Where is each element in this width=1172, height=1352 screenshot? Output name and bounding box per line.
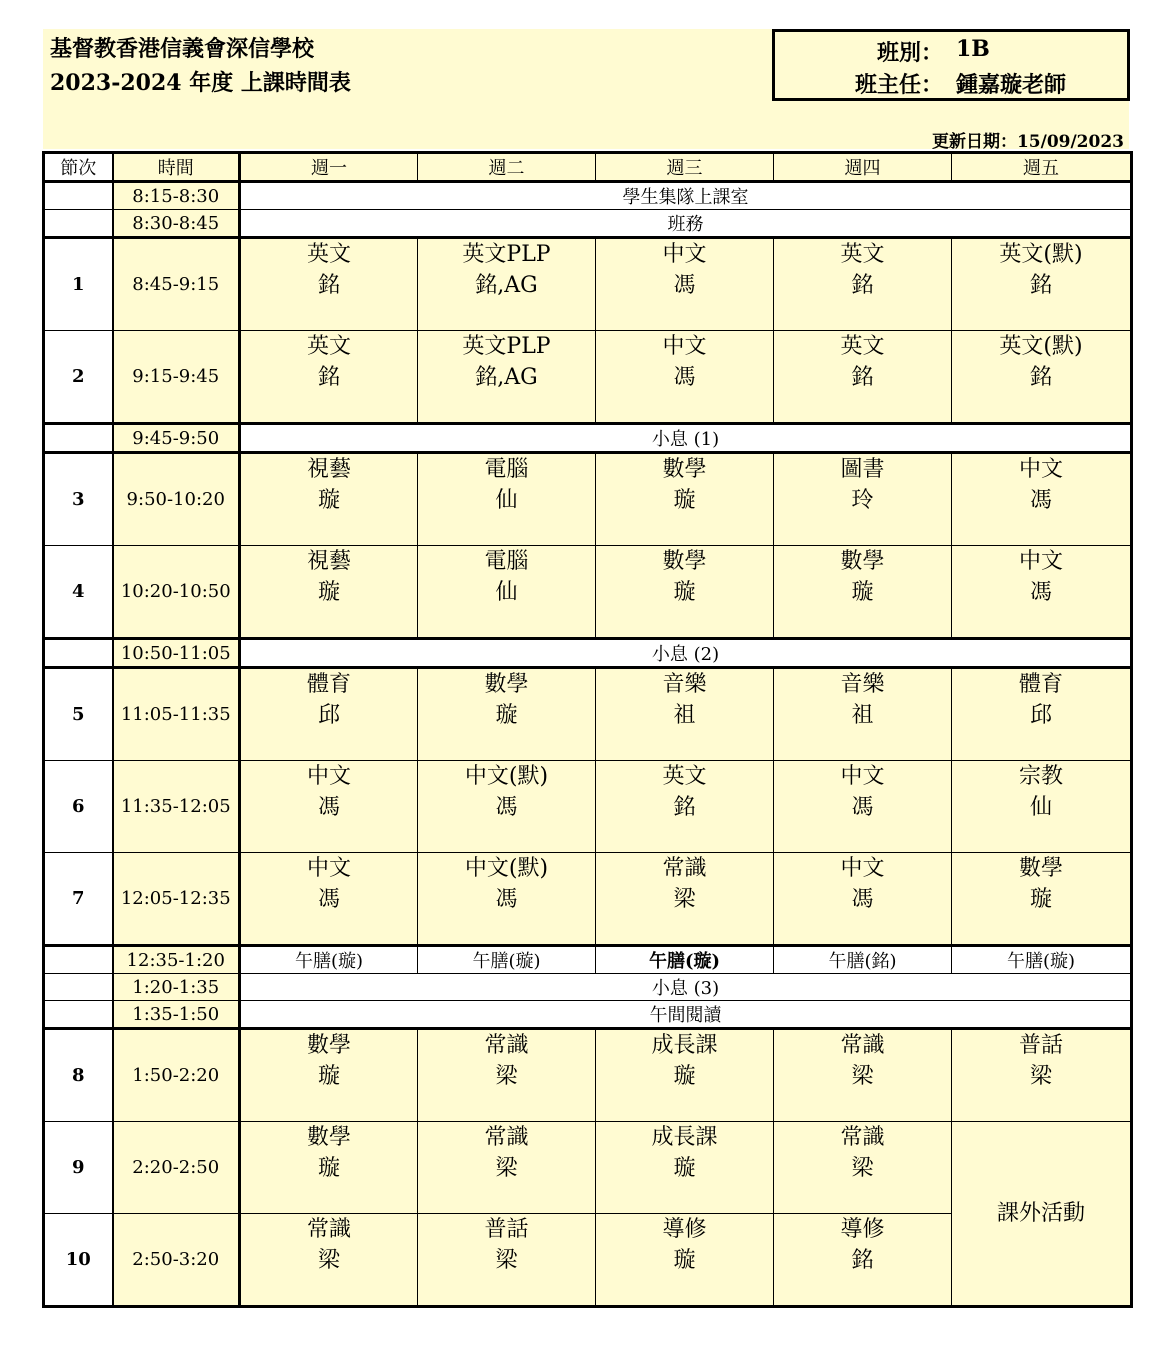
period-number: 10: [44, 1214, 113, 1307]
lesson-cell: 視藝 璇: [240, 453, 418, 546]
period-row: [44, 238, 1132, 331]
lesson-cell: 成長課 璇: [596, 1029, 774, 1122]
class-label: 班別：: [876, 40, 943, 66]
lunch-cell: 午膳(璇): [418, 946, 596, 974]
period-number: 3: [44, 453, 113, 546]
homeroom-row: [44, 210, 1132, 238]
lesson-cell: 中文 馮: [774, 853, 952, 946]
header-mon: 週一: [240, 153, 418, 182]
lesson-cell: 常識 梁: [596, 853, 774, 946]
lesson-cell: 中文 馮: [596, 238, 774, 331]
period-row: [44, 331, 1132, 424]
lesson-cell: 普話 梁: [418, 1214, 596, 1307]
reading-row: [44, 1001, 1132, 1029]
period-number: 4: [44, 546, 113, 639]
lesson-cell: 中文(默) 馮: [418, 853, 596, 946]
period-row: [44, 853, 1132, 946]
lesson-cell: 成長課 璇: [596, 1122, 774, 1214]
lesson-cell: 導修 璇: [596, 1214, 774, 1307]
lesson-cell: 視藝 璇: [240, 546, 418, 639]
lesson-cell: 常識 梁: [418, 1122, 596, 1214]
period-number: 6: [44, 761, 113, 853]
period-row: [44, 1029, 1132, 1122]
school-name: 基督教香港信義會深信學校: [50, 36, 315, 62]
lesson-cell: 英文 銘: [240, 238, 418, 331]
lunch-cell: 午膳(璇): [952, 946, 1132, 974]
lesson-cell: 導修 銘: [774, 1214, 952, 1307]
period-number: 2: [44, 331, 113, 424]
lesson-cell: 數學 璇: [596, 453, 774, 546]
recess-3-time: 1:20-1:35: [113, 974, 240, 1001]
period-row: [44, 761, 1132, 853]
timetable: [42, 151, 1133, 1308]
lunch-cell: 午膳(銘): [774, 946, 952, 974]
recess-3-text: 小息 (3): [240, 974, 1132, 1001]
lesson-cell: 英文(默) 銘: [952, 238, 1132, 331]
lesson-cell: 常識 梁: [418, 1029, 596, 1122]
recess-3-row: [44, 974, 1132, 1001]
lunch-cell: 午膳(璇): [240, 946, 418, 974]
period-number: 9: [44, 1122, 113, 1214]
period-number: 1: [44, 238, 113, 331]
lesson-cell: 英文 銘: [240, 331, 418, 424]
lesson-cell: 普話 梁: [952, 1029, 1132, 1122]
reading-text: 午間閱讀: [240, 1001, 1132, 1029]
reading-time: 1:35-1:50: [113, 1001, 240, 1029]
period-time: 11:05-11:35: [113, 668, 240, 761]
lesson-cell: 電腦 仙: [418, 453, 596, 546]
lesson-cell: 英文 銘: [774, 331, 952, 424]
lesson-cell: 數學 璇: [952, 853, 1132, 946]
period-number: 7: [44, 853, 113, 946]
period-time: 10:20-10:50: [113, 546, 240, 639]
period-time: 9:15-9:45: [113, 331, 240, 424]
class-value: 1B: [956, 36, 990, 62]
period-time: 9:50-10:20: [113, 453, 240, 546]
lesson-cell: 中文 馮: [240, 853, 418, 946]
recess-2-time: 10:50-11:05: [113, 639, 240, 668]
lesson-cell: 音樂 祖: [596, 668, 774, 761]
lesson-cell: 數學 璇: [774, 546, 952, 639]
homeroom-text: 班務: [240, 210, 1132, 238]
period-time: 11:35-12:05: [113, 761, 240, 853]
lesson-cell: 英文PLP 銘,AG: [418, 331, 596, 424]
lesson-cell: 中文 馮: [952, 546, 1132, 639]
recess-1-text: 小息 (1): [240, 424, 1132, 453]
assembly-time: 8:15-8:30: [113, 182, 240, 210]
lesson-cell: 英文 銘: [774, 238, 952, 331]
header-period: 節次: [44, 153, 113, 182]
lesson-cell: 英文PLP 銘,AG: [418, 238, 596, 331]
lesson-cell: 常識 梁: [240, 1214, 418, 1307]
header-tue: 週二: [418, 153, 596, 182]
header-fri: 週五: [952, 153, 1132, 182]
lesson-cell: 數學 璇: [596, 546, 774, 639]
assembly-row: [44, 182, 1132, 210]
period-time: 12:05-12:35: [113, 853, 240, 946]
period-row: [44, 668, 1132, 761]
header-thu: 週四: [774, 153, 952, 182]
class-info-box: [772, 29, 1130, 101]
header-time: 時間: [113, 153, 240, 182]
period-row: [44, 546, 1132, 639]
lesson-cell: 常識 梁: [774, 1122, 952, 1214]
lesson-cell: 數學 璇: [418, 668, 596, 761]
lunch-row: [44, 946, 1132, 974]
period-time: 2:50-3:20: [113, 1214, 240, 1307]
period-time: 1:50-2:20: [113, 1029, 240, 1122]
lesson-cell: 圖書 玲: [774, 453, 952, 546]
lesson-cell: 數學 璇: [240, 1029, 418, 1122]
period-row: [44, 1122, 1132, 1214]
lesson-cell: 中文 馮: [774, 761, 952, 853]
teacher-value: 鍾嘉璇老師: [956, 72, 1067, 98]
recess-2-text: 小息 (2): [240, 639, 1132, 668]
lesson-cell: 體育 邱: [952, 668, 1132, 761]
period-row: [44, 453, 1132, 546]
header-row: [44, 153, 1132, 182]
lesson-cell: 電腦 仙: [418, 546, 596, 639]
lesson-cell: 數學 璇: [240, 1122, 418, 1214]
assembly-text: 學生集隊上課室: [240, 182, 1132, 210]
homeroom-time: 8:30-8:45: [113, 210, 240, 238]
recess-1-time: 9:45-9:50: [113, 424, 240, 453]
period-time: 8:45-9:15: [113, 238, 240, 331]
lesson-cell: 中文(默) 馮: [418, 761, 596, 853]
lesson-cell: 中文 馮: [240, 761, 418, 853]
recess-1-row: [44, 424, 1132, 453]
period-time: 2:20-2:50: [113, 1122, 240, 1214]
lesson-cell: 中文 馮: [596, 331, 774, 424]
period-number: 8: [44, 1029, 113, 1122]
lesson-cell: 英文 銘: [596, 761, 774, 853]
lesson-cell: 宗教 仙: [952, 761, 1132, 853]
year-title: 2023-2024 年度 上課時間表: [50, 70, 351, 96]
lesson-cell: 常識 梁: [774, 1029, 952, 1122]
recess-2-row: [44, 639, 1132, 668]
lesson-cell: 中文 馮: [952, 453, 1132, 546]
lesson-cell: 體育 邱: [240, 668, 418, 761]
lunch-time: 12:35-1:20: [113, 946, 240, 974]
lesson-cell: 音樂 祖: [774, 668, 952, 761]
lunch-cell: 午膳(璇): [596, 946, 774, 974]
header-wed: 週三: [596, 153, 774, 182]
updated-date: 更新日期：15/09/2023: [931, 132, 1124, 152]
teacher-label: 班主任：: [854, 72, 943, 98]
lesson-cell: 英文(默) 銘: [952, 331, 1132, 424]
extracurricular-cell: 課外活動: [952, 1122, 1132, 1307]
period-number: 5: [44, 668, 113, 761]
